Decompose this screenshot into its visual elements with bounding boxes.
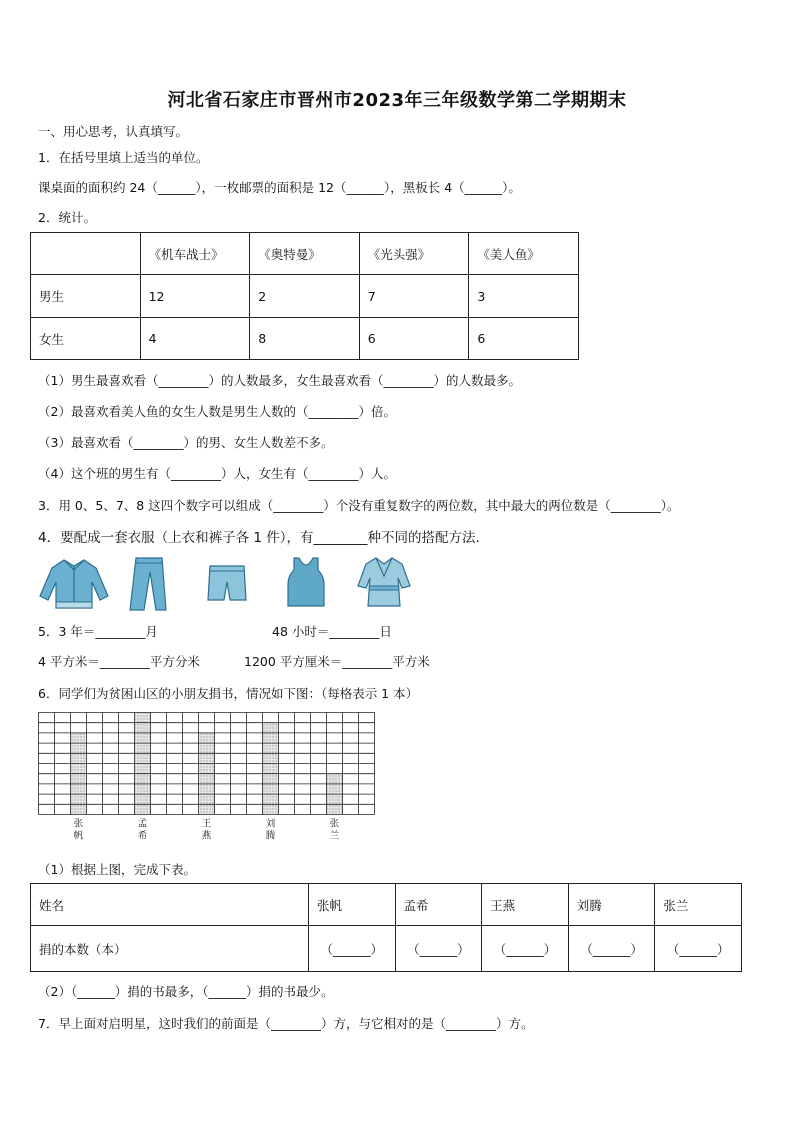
trousers-icon: [128, 556, 168, 612]
category-label-张兰: 张: [329, 818, 340, 830]
stats-header-cell: [31, 233, 141, 275]
category-label-张帆: 帆: [73, 830, 84, 842]
stats-cell: 4: [140, 318, 250, 360]
question-6-stem: 6．同学们为贫困山区的小朋友捐书，情况如下图：（每格表示 1 本）: [38, 686, 419, 701]
question-2-sub-4: （4）这个班的男生有（________）人，女生有（________）人。: [38, 466, 396, 481]
bar-刘腾: [263, 723, 279, 815]
question-2-sub-2: （2）最喜欢看美人鱼的女生人数是男生人数的（________）倍。: [38, 404, 396, 419]
category-label-张兰: 兰: [329, 830, 340, 842]
stats-cell: 3: [469, 275, 579, 318]
donation-header-cell: 刘腾: [568, 884, 655, 926]
question-2-sub-3: （3）最喜欢看（________）的男、女生人数差不多。: [38, 435, 334, 450]
jacket-icon: [38, 556, 110, 612]
question-1-stem: 1．在括号里填上适当的单位。: [38, 150, 209, 165]
stats-cell: 男生: [31, 275, 141, 318]
donation-answer-blank[interactable]: （______）: [655, 926, 742, 972]
donation-header-cell: 张兰: [655, 884, 742, 926]
question-2-sub-1: （1）男生最喜欢看（________）的人数最多，女生最喜欢看（________）的人数最多。: [38, 373, 521, 388]
stats-cell: 8: [250, 318, 360, 360]
stats-table-header: [31, 233, 579, 275]
donation-answer-blank[interactable]: （______）: [308, 926, 395, 972]
question-6-sub-2: （2）（______）捐的书最多，（______）捐的书最少。: [38, 984, 334, 999]
donation-header-cell: 姓名: [31, 884, 309, 926]
question-6-sub-1: （1）根据上图，完成下表。: [38, 862, 196, 877]
coat-icon: [356, 556, 412, 608]
question-5-b: 48 小时＝________日: [272, 624, 392, 639]
donation-header-cell: 孟希: [395, 884, 482, 926]
stats-cell: 7: [359, 275, 469, 318]
shorts-icon: [206, 562, 248, 604]
question-1-line: 课桌面的面积约 24（______），一枚邮票的面积是 12（______），黑板长 4（______）。: [38, 180, 521, 195]
stats-header-cell: 《机车战士》: [140, 233, 250, 275]
stats-cell: 12: [140, 275, 250, 318]
donation-answer-blank[interactable]: （______）: [482, 926, 569, 972]
donation-answer-blank[interactable]: （______）: [395, 926, 482, 972]
table-row: [31, 275, 579, 318]
table-row: [31, 884, 742, 926]
stats-header-cell: 《奥特曼》: [250, 233, 360, 275]
category-label-张帆: 张: [73, 818, 84, 830]
category-label-孟希: 孟: [137, 818, 148, 830]
question-4: 4．要配成一套衣服（上衣和裤子各 1 件），有________种不同的搭配方法.: [38, 530, 480, 546]
donation-header-cell: 张帆: [308, 884, 395, 926]
donation-table: [30, 883, 742, 972]
section-heading: 一、用心思考，认真填写。: [38, 124, 189, 139]
stats-header-cell: 《光头强》: [359, 233, 469, 275]
category-label-王燕: 燕: [201, 830, 212, 842]
donation-bar-chart: [38, 712, 380, 846]
question-3: 3．用 0、5、7、8 这四个数字可以组成（________）个没有重复数字的两位数，其中最大的两位数是（________）。: [38, 498, 680, 513]
stats-table: [30, 232, 579, 360]
stats-cell: 6: [359, 318, 469, 360]
donation-row-label: 捐的本数（本）: [31, 926, 309, 972]
vest-icon: [286, 556, 326, 608]
question-5-c: 4 平方米＝________平方分米: [38, 654, 200, 669]
question-2-stem: 2．统计。: [38, 210, 96, 225]
category-label-孟希: 希: [137, 830, 148, 842]
stats-header-cell: 《美人鱼》: [469, 233, 579, 275]
stats-cell: 女生: [31, 318, 141, 360]
donation-answer-blank[interactable]: （______）: [568, 926, 655, 972]
stats-cell: 6: [469, 318, 579, 360]
category-label-刘腾: 腾: [265, 830, 276, 842]
question-5-d: 1200 平方厘米＝________平方米: [244, 654, 430, 669]
page-title: 河北省石家庄市晋州市2023年三年级数学第二学期期末: [167, 90, 627, 111]
table-row: [31, 926, 742, 972]
question-7: 7．早上面对启明星，这时我们的前面是（________）方，与它相对的是（________）方。: [38, 1016, 534, 1031]
category-label-刘腾: 刘: [265, 818, 276, 830]
stats-cell: 2: [250, 275, 360, 318]
question-5-a: 5．3 年＝________月: [38, 624, 158, 639]
category-label-王燕: 王: [201, 818, 212, 830]
table-row: [31, 318, 579, 360]
donation-header-cell: 王燕: [482, 884, 569, 926]
